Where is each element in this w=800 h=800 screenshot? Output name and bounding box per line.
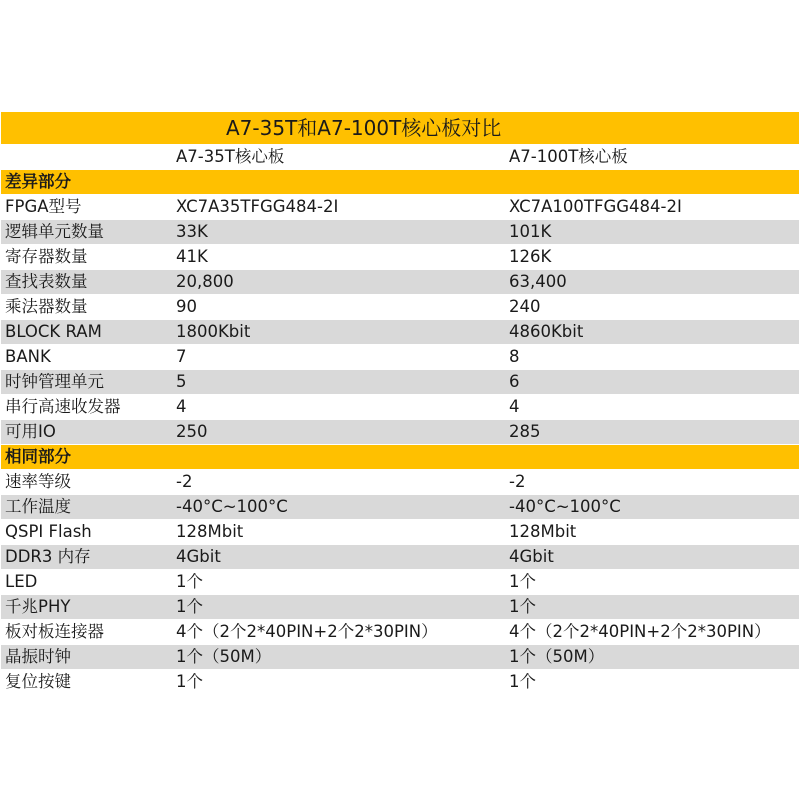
table-row — [1, 295, 799, 320]
a7-35t-value: 7 — [172, 345, 505, 370]
a7-100t-value: 63,400 — [505, 270, 799, 295]
a7-35t-value: -40°C~100°C — [172, 495, 505, 520]
table-row — [1, 520, 799, 545]
table-title: A7-35T和A7-100T核心板对比 — [226, 116, 502, 140]
a7-100t-value: -40°C~100°C — [505, 495, 799, 520]
column-header-blank — [1, 145, 172, 170]
a7-35t-value: 250 — [172, 420, 505, 445]
a7-35t-value: 90 — [172, 295, 505, 320]
a7-35t-value: 5 — [172, 370, 505, 395]
section-row — [1, 445, 799, 470]
row-label: 千兆PHY — [1, 595, 172, 620]
title-row — [1, 112, 799, 145]
a7-100t-value: 4个（2个2*40PIN+2个2*30PIN） — [505, 620, 799, 645]
section-row — [1, 170, 799, 195]
row-label: 工作温度 — [1, 495, 172, 520]
table-row — [1, 570, 799, 595]
row-label: 查找表数量 — [1, 270, 172, 295]
a7-100t-value: 128Mbit — [505, 520, 799, 545]
table-title-cell — [1, 112, 799, 145]
a7-35t-value: 1800Kbit — [172, 320, 505, 345]
a7-100t-value: XC7A100TFGG484-2I — [505, 195, 799, 220]
table-row — [1, 645, 799, 670]
a7-35t-value: XC7A35TFGG484-2I — [172, 195, 505, 220]
row-label: 复位按键 — [1, 670, 172, 695]
a7-35t-value: 4 — [172, 395, 505, 420]
a7-35t-value: 1个（50M） — [172, 645, 505, 670]
a7-100t-value: 1个（50M） — [505, 645, 799, 670]
table-row — [1, 220, 799, 245]
row-label: 乘法器数量 — [1, 295, 172, 320]
a7-35t-value: 33K — [172, 220, 505, 245]
column-header-row — [1, 145, 799, 170]
table-row — [1, 545, 799, 570]
table-row — [1, 195, 799, 220]
table-row — [1, 345, 799, 370]
a7-35t-value: 128Mbit — [172, 520, 505, 545]
a7-35t-value: 4Gbit — [172, 545, 505, 570]
table-row — [1, 270, 799, 295]
row-label: BANK — [1, 345, 172, 370]
a7-100t-value: 1个 — [505, 570, 799, 595]
a7-35t-value: -2 — [172, 470, 505, 495]
row-label: 时钟管理单元 — [1, 370, 172, 395]
column-header-a7-100t: A7-100T核心板 — [505, 145, 799, 170]
table-row — [1, 470, 799, 495]
column-header-a7-35t: A7-35T核心板 — [172, 145, 505, 170]
row-label: 速率等级 — [1, 470, 172, 495]
a7-100t-value: 4860Kbit — [505, 320, 799, 345]
a7-35t-value: 20,800 — [172, 270, 505, 295]
section-label: 差异部分 — [1, 170, 799, 195]
a7-100t-value: 4 — [505, 395, 799, 420]
a7-35t-value: 1个 — [172, 595, 505, 620]
a7-100t-value: -2 — [505, 470, 799, 495]
row-label: DDR3 内存 — [1, 545, 172, 570]
table-row — [1, 495, 799, 520]
table-row — [1, 370, 799, 395]
row-label: 寄存器数量 — [1, 245, 172, 270]
a7-100t-value: 1个 — [505, 670, 799, 695]
table-row — [1, 245, 799, 270]
a7-35t-value: 1个 — [172, 670, 505, 695]
row-label: BLOCK RAM — [1, 320, 172, 345]
a7-100t-value: 1个 — [505, 595, 799, 620]
comparison-table-body — [1, 112, 799, 695]
row-label: 板对板连接器 — [1, 620, 172, 645]
a7-35t-value: 4个（2个2*40PIN+2个2*30PIN） — [172, 620, 505, 645]
table-row — [1, 620, 799, 645]
a7-100t-value: 4Gbit — [505, 545, 799, 570]
a7-100t-value: 8 — [505, 345, 799, 370]
table-row — [1, 320, 799, 345]
table-row — [1, 595, 799, 620]
a7-100t-value: 101K — [505, 220, 799, 245]
a7-35t-value: 41K — [172, 245, 505, 270]
a7-100t-value: 126K — [505, 245, 799, 270]
row-label: 可用IO — [1, 420, 172, 445]
table-row — [1, 395, 799, 420]
table-row — [1, 670, 799, 695]
table-row — [1, 420, 799, 445]
row-label: LED — [1, 570, 172, 595]
row-label: 逻辑单元数量 — [1, 220, 172, 245]
row-label: 晶振时钟 — [1, 645, 172, 670]
comparison-table — [1, 111, 799, 695]
row-label: QSPI Flash — [1, 520, 172, 545]
a7-100t-value: 240 — [505, 295, 799, 320]
a7-100t-value: 6 — [505, 370, 799, 395]
section-label: 相同部分 — [1, 445, 799, 470]
row-label: 串行高速收发器 — [1, 395, 172, 420]
a7-100t-value: 285 — [505, 420, 799, 445]
a7-35t-value: 1个 — [172, 570, 505, 595]
row-label: FPGA型号 — [1, 195, 172, 220]
